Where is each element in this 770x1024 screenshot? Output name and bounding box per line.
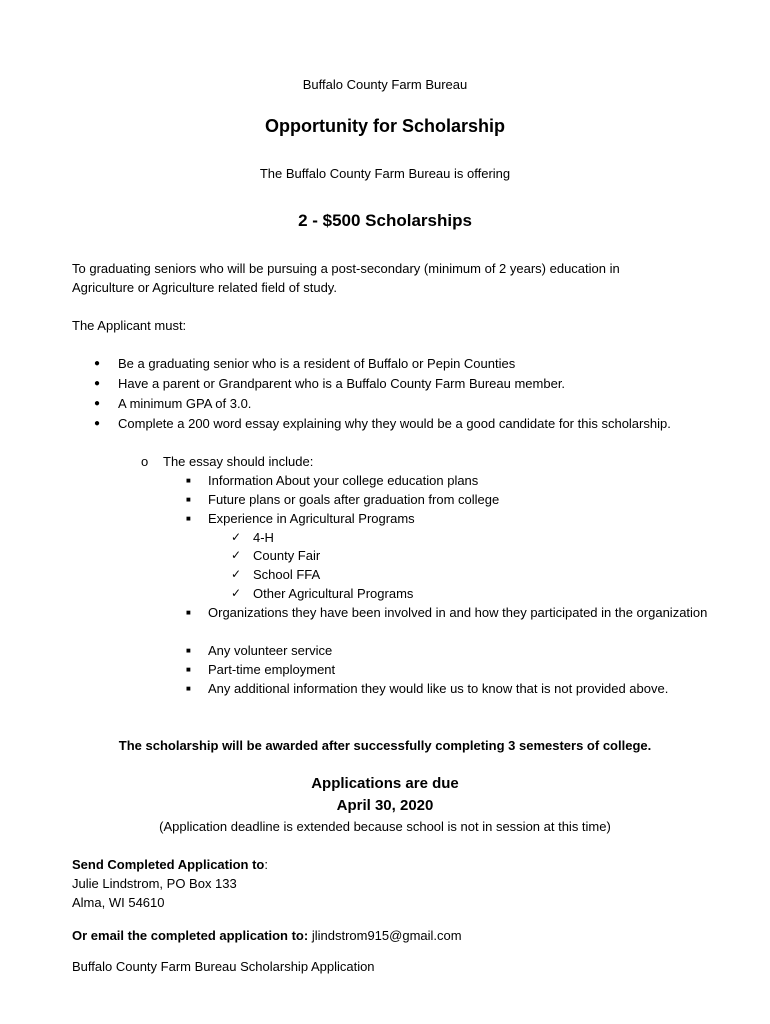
due-heading: Applications are due — [311, 775, 459, 792]
applicant-must-label: The Applicant must: — [72, 318, 187, 333]
email-label: Or email the completed application to: — [72, 928, 309, 943]
checkmark-icon: ✓ — [231, 530, 242, 544]
footer-text: Buffalo County Farm Bureau Scholarship Application — [72, 959, 375, 974]
checkmark-icon: ✓ — [231, 586, 242, 600]
list-item: 4-H — [253, 530, 274, 545]
send-address-line1: Julie Lindstrom, PO Box 133 — [72, 876, 237, 891]
list-item: Be a graduating senior who is a resident of Buffalo or Pepin Counties — [118, 356, 516, 371]
list-item: Have a parent or Grandparent who is a Buffalo County Farm Bureau member. — [118, 376, 566, 391]
square-bullet-icon: ■ — [186, 665, 191, 674]
bullet-icon: ● — [94, 358, 101, 369]
square-bullet-icon: ■ — [186, 608, 191, 617]
page-title: Opportunity for Scholarship — [264, 116, 505, 136]
due-date: April 30, 2020 — [336, 797, 434, 814]
list-item: School FFA — [253, 567, 321, 582]
list-item: Any additional information they would like us to know that is not provided above. — [208, 681, 669, 696]
send-address-line2: Alma, WI 54610 — [72, 895, 165, 910]
square-bullet-icon: ■ — [186, 476, 191, 485]
bullet-icon: ● — [94, 398, 101, 409]
square-bullet-icon: ■ — [186, 684, 191, 693]
bullet-icon: ● — [94, 418, 101, 429]
list-item: Experience in Agricultural Programs — [208, 511, 415, 526]
list-item: County Fair — [253, 548, 321, 563]
scholarship-amount: 2 - $500 Scholarships — [298, 211, 472, 230]
square-bullet-icon: ■ — [186, 514, 191, 523]
awarded-note: The scholarship will be awarded after successfully completing 3 semesters of college. — [118, 738, 652, 753]
intro-paragraph: To graduating seniors who will be pursuing a post-secondary (minimum of 2 years) education in Agriculture or Agriculture related field of study. — [72, 261, 620, 295]
org-name: Buffalo County Farm Bureau — [302, 77, 468, 92]
square-bullet-icon: ■ — [186, 495, 191, 504]
send-colon: : — [264, 857, 268, 872]
list-item: Other Agricultural Programs — [253, 586, 414, 601]
send-label: Send Completed Application to — [72, 857, 265, 872]
email-address[interactable]: jlindstrom915@gmail.com — [311, 928, 462, 943]
square-bullet-icon: ■ — [186, 646, 191, 655]
offering-text: The Buffalo County Farm Bureau is offering — [259, 166, 511, 181]
bullet-icon: ● — [94, 378, 101, 389]
list-item: Future plans or goals after graduation from college — [208, 492, 500, 507]
list-item: Any volunteer service — [208, 643, 333, 658]
list-item: Complete a 200 word essay explaining why they would be a good candidate for this scholarship. — [118, 416, 671, 431]
list-item: Part-time employment — [208, 662, 336, 677]
list-item: Information About your college education plans — [208, 473, 479, 488]
deadline-note: (Application deadline is extended because school is not in session at this time) — [159, 819, 611, 834]
email-line — [72, 926, 462, 945]
send-heading — [72, 855, 268, 874]
essay-include-label: The essay should include: — [163, 454, 314, 469]
list-item: A minimum GPA of 3.0. — [118, 396, 252, 411]
checkmark-icon: ✓ — [231, 548, 242, 562]
checkmark-icon: ✓ — [231, 567, 242, 581]
list-item: Organizations they have been involved in and how they participated in the organization — [208, 605, 708, 620]
circle-bullet-icon: o — [141, 454, 149, 469]
